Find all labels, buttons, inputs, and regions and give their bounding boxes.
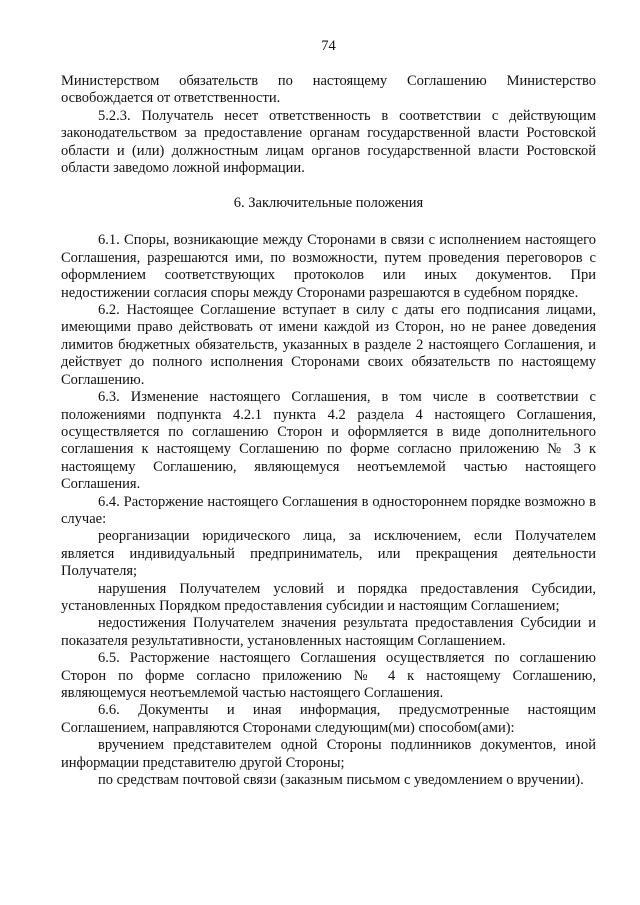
paragraph-6-5: 6.5. Расторжение настоящего Соглашения осуществляется по соглашению Сторон по форме согласно приложению № 4 к настоящему Соглашению, являющемуся неотъемлемой частью настоящего Соглашения. — [61, 650, 596, 701]
list-item-reorganization: реорганизации юридического лица, за исключением, если Получателем является индивидуальный предприниматель, или прекращения деятельности Получателя; — [61, 528, 596, 580]
page-number: 74 — [321, 38, 336, 54]
list-item-non-achievement: недостижения Получателем значения результата предоставления Субсидии и показателя результативности, установленных настоящим Соглашением. — [61, 615, 596, 649]
paragraph-6-4: 6.4. Расторжение настоящего Соглашения в одностороннем порядке возможно в случае: — [61, 493, 596, 527]
paragraph-6-2: 6.2. Настоящее Соглашение вступает в силу с даты его подписания лицами, имеющими право действовать от имени каждой из Сторон, но не ранее доведения лимитов бюджетных обязательств, указанных в разделе 2 настоящего Соглашения, и действует до полного исполнения Сторонами своих обязательств по настоящему Соглашению. — [61, 302, 596, 388]
section-heading: 6. Заключительные положения — [233, 195, 424, 212]
paragraph-6-6: 6.6. Документы и иная информация, предусмотренные настоящим Соглашением, направляются Сторонами следующим(ми) способом(ами): — [61, 702, 596, 736]
list-item-postal: по средствам почтовой связи (заказным письмом с уведомлением о вручении). — [98, 772, 584, 789]
paragraph-6-1: 6.1. Споры, возникающие между Сторонами в связи с исполнением настоящего Соглашения, разрешаются ими, по возможности, путем проведения переговоров с оформлением соответствующих протоколов или иных документов. При недостижении согласия споры между Сторонами разрешаются в судебном порядке. — [61, 232, 596, 301]
paragraph-5-2-3: 5.2.3. Получатель несет ответственность в соответствии с действующим законодательством за предоставление органам государственной власти Ростовской области и (или) должностным лицам органов государственной власти Ростовской области заведомо ложной информации. — [61, 107, 596, 177]
paragraph-6-3: 6.3. Изменение настоящего Соглашения, в том числе в соответствии с положениями подпункта 4.2.1 пункта 4.2 раздела 4 настоящего Соглашения, осуществляется по соглашению Сторон и оформляется в виде дополнительного соглашения к настоящему Соглашению по форме согласно приложению № 3 к настоящему Соглашению, являющемуся неотъемлемой частью настоящего Соглашения. — [61, 389, 596, 493]
list-item-violation: нарушения Получателем условий и порядка предоставления Субсидии, установленных Порядком предоставления субсидии и настоящим Соглашением; — [61, 580, 596, 614]
list-item-delivery: вручением представителем одной Стороны подлинников документов, иной информации представителю другой Стороны; — [61, 737, 596, 771]
paragraph-continued: Министерством обязательств по настоящему Соглашению Министерство освобождается от ответственности. — [61, 73, 596, 107]
